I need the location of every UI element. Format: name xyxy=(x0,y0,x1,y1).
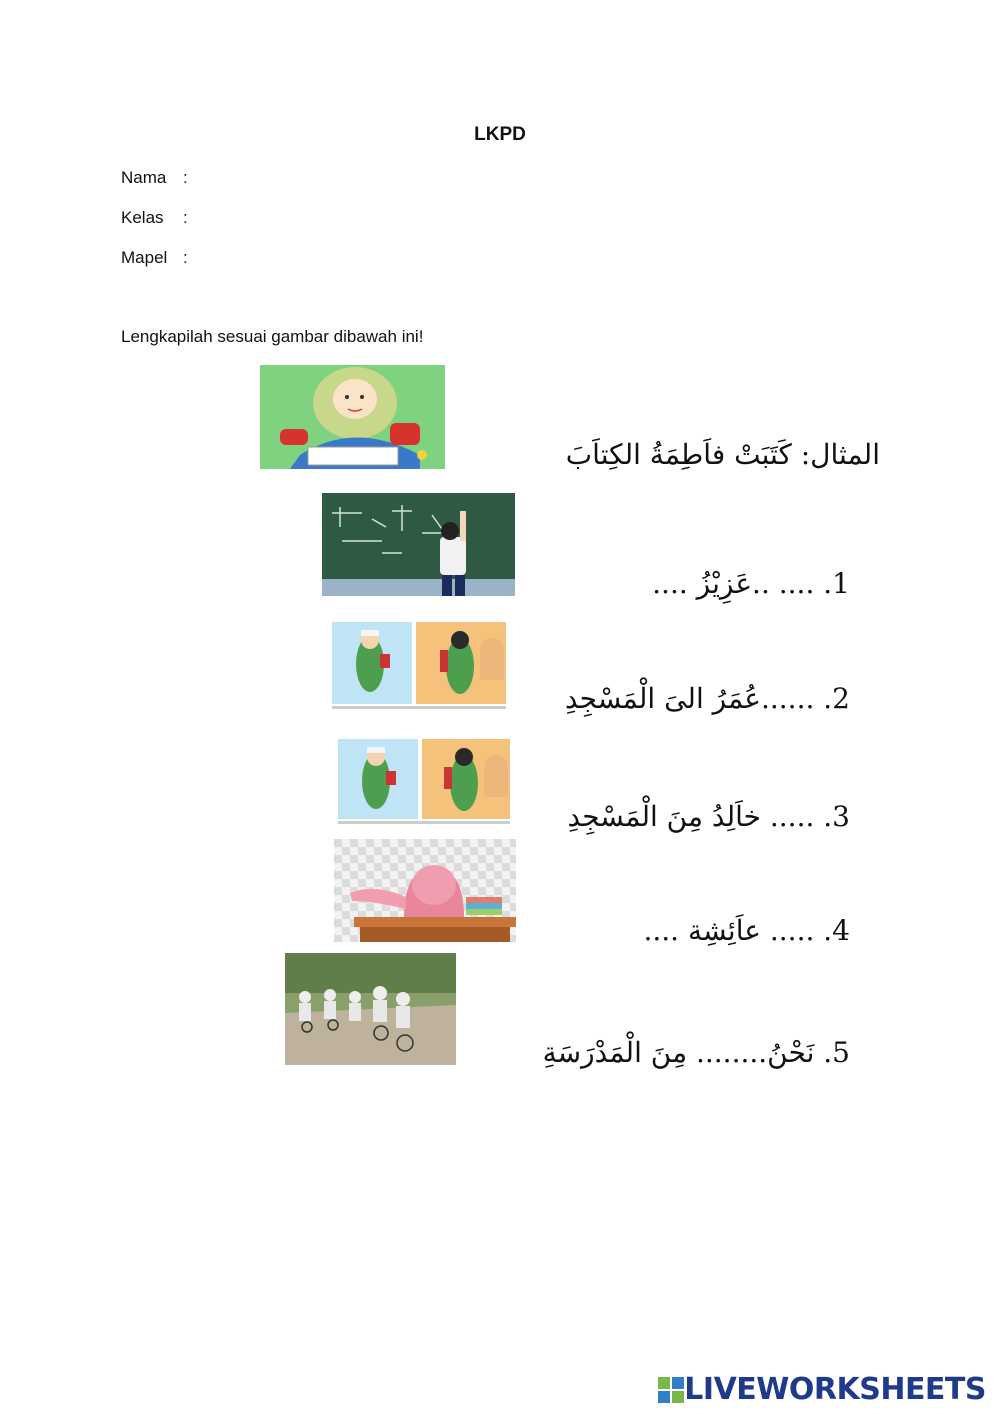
liveworksheets-logo xyxy=(658,1372,986,1407)
boy-from-mosque-image xyxy=(336,737,512,827)
exercise-item-2: 2. ......عُمَرُ الىَ الْمَسْجِدِ xyxy=(564,682,850,715)
class-label: Kelas xyxy=(121,208,164,227)
exercise-item-1: 1. .... ..عَزِيْزُ .... xyxy=(652,567,850,600)
girl-writing-image xyxy=(260,365,445,469)
name-separator: : xyxy=(183,168,188,187)
liveworksheets-logo-icon xyxy=(658,1377,684,1403)
subject-label: Mapel xyxy=(121,248,168,267)
brand-name: LIVEWORKSHEETS xyxy=(684,1372,986,1407)
subject-field xyxy=(121,248,188,268)
name-label: Nama xyxy=(121,168,167,187)
name-field xyxy=(121,168,188,188)
students-cycling-image xyxy=(285,953,456,1065)
boy-to-mosque-image xyxy=(330,620,510,712)
class-field xyxy=(121,208,188,228)
woman-at-desk-image xyxy=(334,839,516,942)
boy-blackboard-image xyxy=(322,493,515,596)
instruction-text: Lengkapilah sesuai gambar dibawah ini! xyxy=(121,327,424,346)
subject-separator: : xyxy=(183,248,188,267)
exercise-item-4: 4. ..... عاَئِشِة .... xyxy=(643,914,850,947)
exercise-item-5: 5. نَحْنُ........ مِنَ الْمَدْرَسَةِ xyxy=(542,1036,850,1069)
exercise-item-3: 3. ..... خاَلِدُ مِنَ الْمَسْجِدِ xyxy=(567,800,850,833)
page-title: LKPD xyxy=(474,124,526,145)
class-separator: : xyxy=(183,208,188,227)
example-sentence: المثال: كَتَبَتْ فاَطِمَةُ الكِتاَبَ xyxy=(565,438,880,471)
